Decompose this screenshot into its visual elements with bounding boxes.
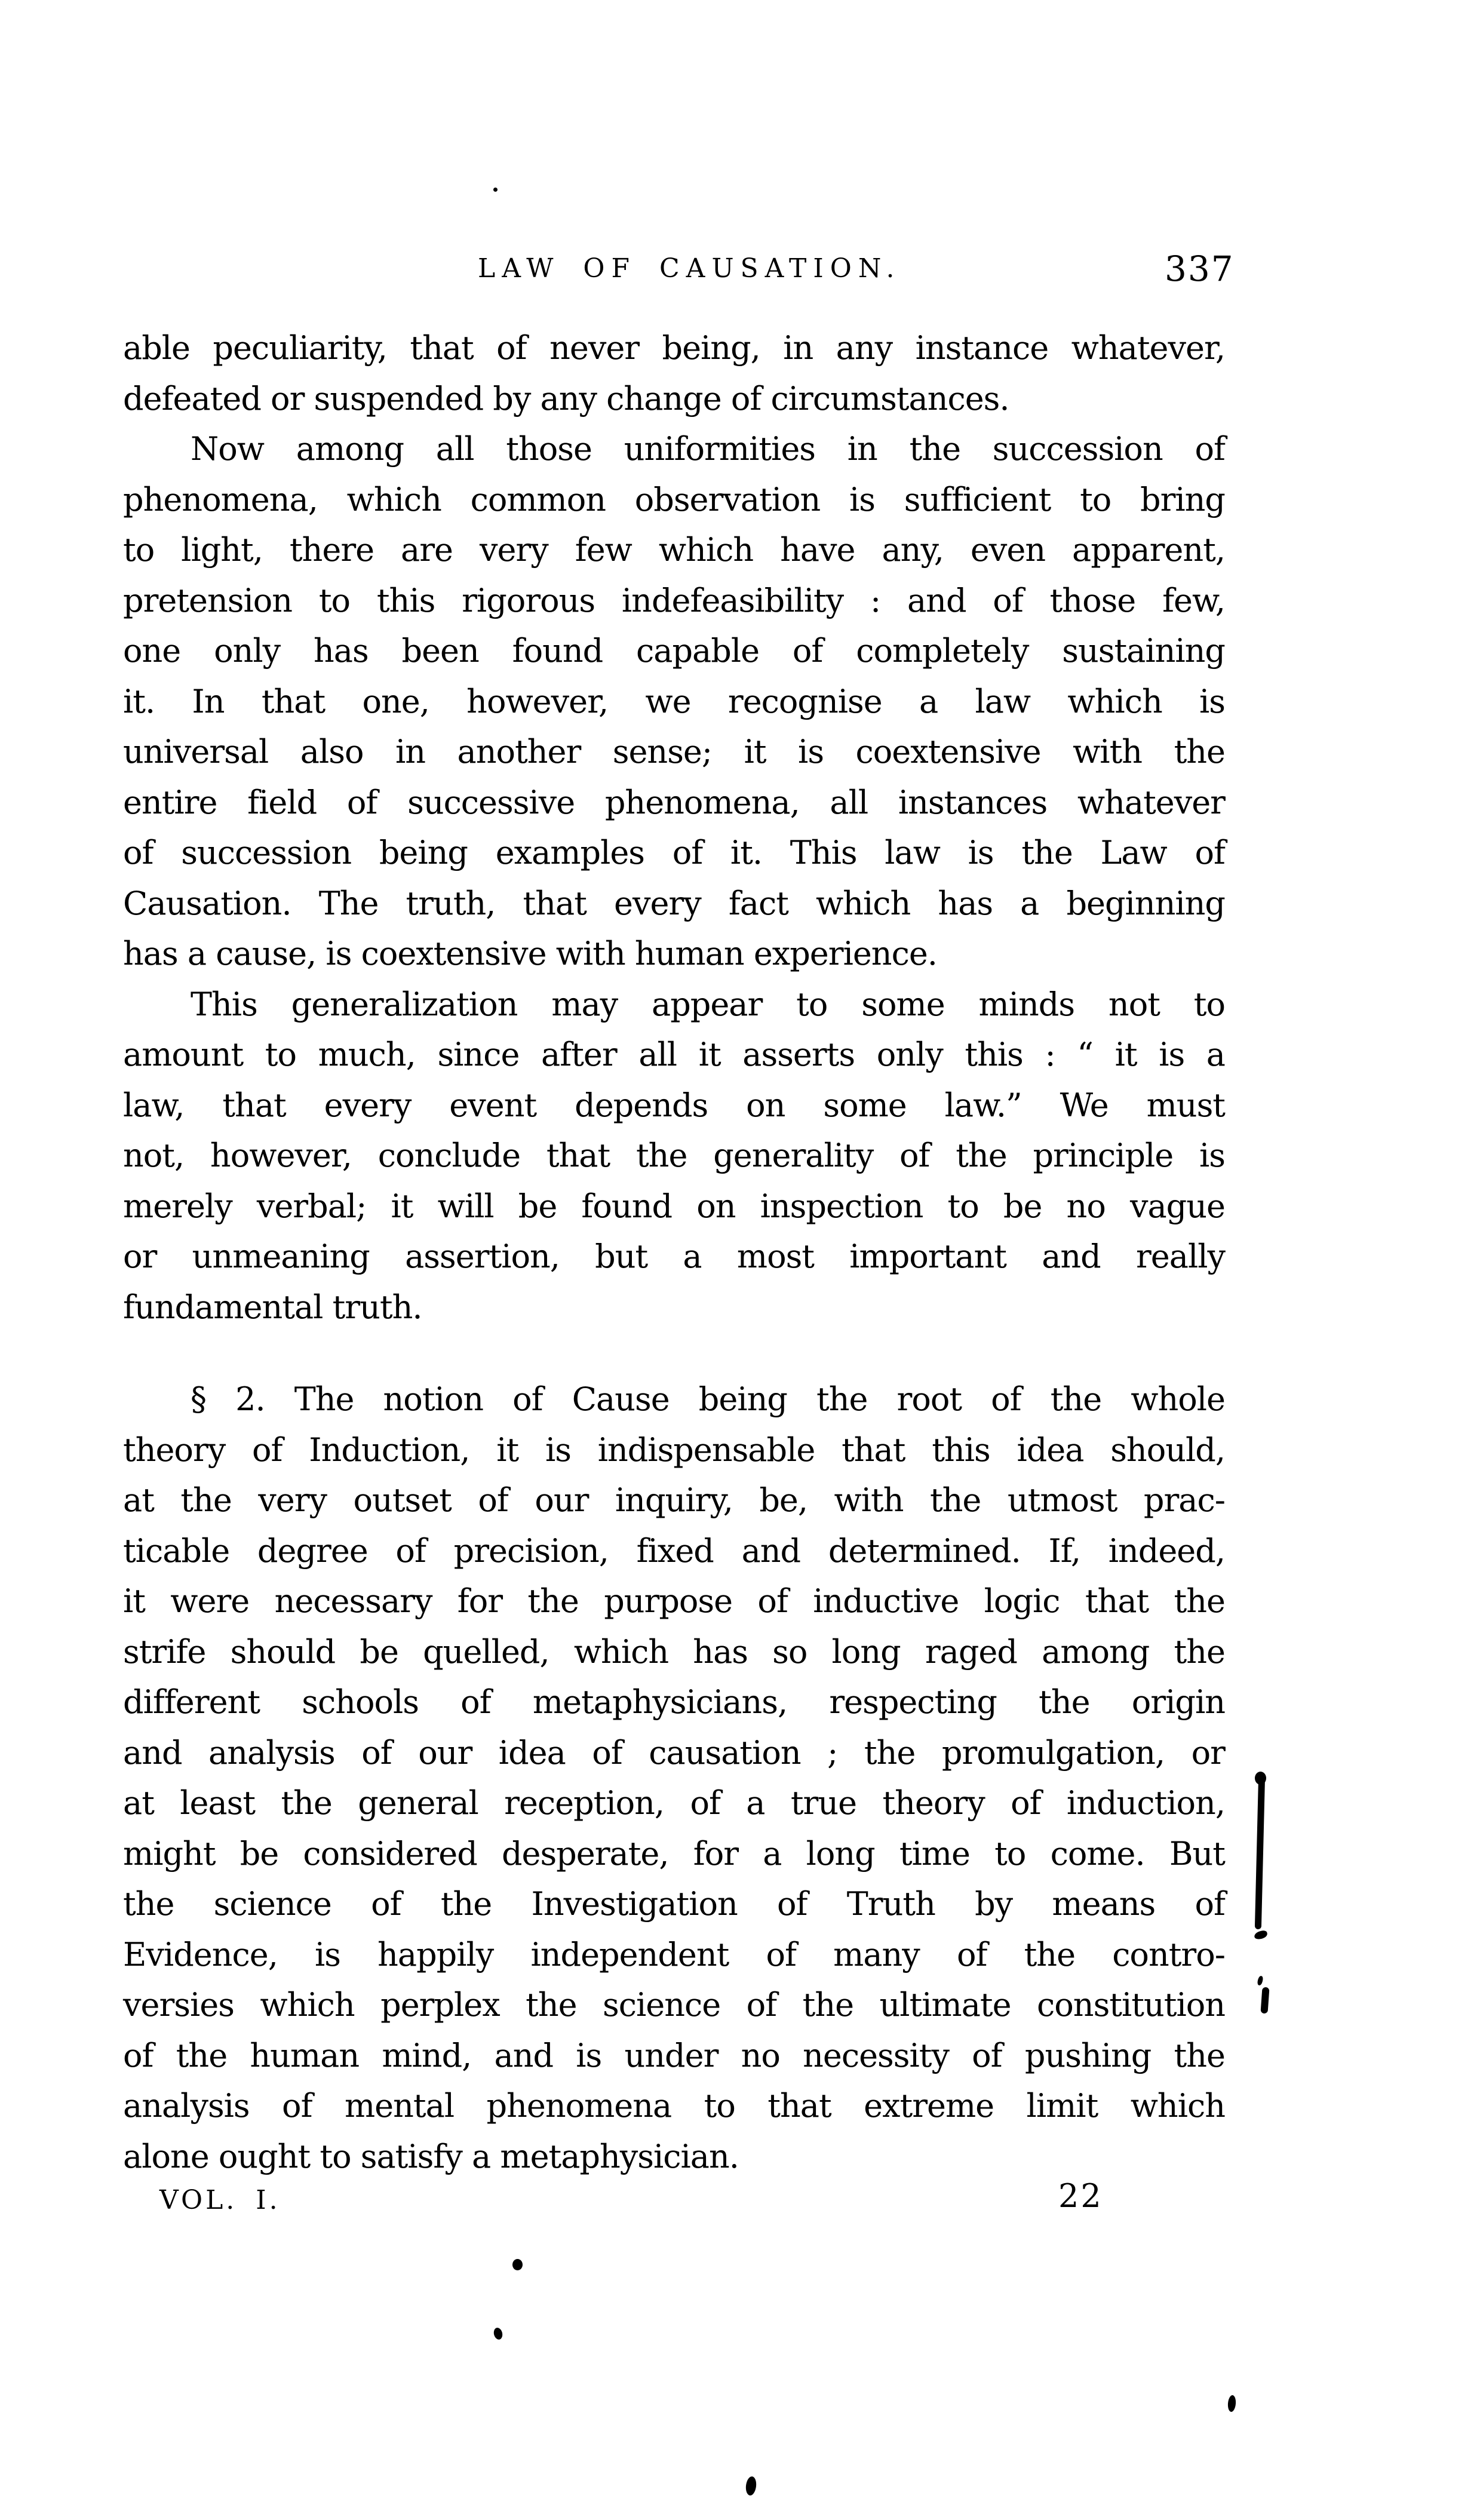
text-line: and analysis of our idea of causation ; the promulgation, or bbox=[123, 1733, 1225, 1772]
pen-mark-short-stroke bbox=[1260, 1987, 1269, 2014]
body-text bbox=[123, 323, 1225, 2182]
text-line: pretension to this rigorous indefeasibility : and of those few, bbox=[123, 581, 1225, 619]
text-line: amount to much, since after all it asserts only this : “ it is a bbox=[123, 1036, 1225, 1073]
text-line: This generalization may appear to some minds not to bbox=[191, 985, 1225, 1023]
text-line: merely verbal; it will be found on inspection to be no vague bbox=[123, 1187, 1225, 1225]
paragraph-continuation bbox=[123, 323, 1225, 424]
ink-speck bbox=[745, 2476, 757, 2496]
text-line: to light, there are very few which have any, even apparent, bbox=[123, 531, 1225, 569]
text-line: theory of Induction, it is indispensable that this idea should, bbox=[123, 1431, 1225, 1469]
text-line: of succession being examples of it. This law is the Law of bbox=[123, 834, 1225, 871]
paragraph-uniformities bbox=[123, 424, 1225, 980]
text-line: or unmeaning assertion, but a most important and really bbox=[123, 1238, 1225, 1275]
text-line: phenomena, which common observation is sufficient to bring bbox=[123, 480, 1225, 518]
signature-number: 22 bbox=[1058, 2177, 1103, 2215]
text-line: at least the general reception, of a true theory of induction, bbox=[123, 1784, 1225, 1822]
text-line: ticable degree of precision, fixed and determined. If, indeed, bbox=[123, 1531, 1225, 1570]
text-line: entire field of successive phenomena, all instances whatever bbox=[123, 783, 1225, 821]
text-line: has a cause, is coextensive with human experience. bbox=[123, 935, 937, 972]
pen-mark-squiggle bbox=[1254, 1930, 1268, 1940]
text-line: alone ought to satisfy a metaphysician. bbox=[123, 2137, 739, 2175]
text-line: it were necessary for the purpose of inductive logic that the bbox=[123, 1582, 1225, 1620]
paragraph-section-2 bbox=[123, 1374, 1225, 2182]
page-number: 337 bbox=[1165, 248, 1235, 289]
text-line: not, however, conclude that the generality of the principle is bbox=[123, 1137, 1225, 1174]
text-line: versies which perplex the science of the ultimate constitution bbox=[123, 1986, 1225, 2024]
running-title: LAW OF CAUSATION. bbox=[478, 253, 901, 284]
text-line: one only has been found capable of completely sustaining bbox=[123, 632, 1225, 670]
text-line: Evidence, is happily independent of many of the contro- bbox=[123, 1935, 1225, 1973]
ink-speck bbox=[512, 2259, 523, 2270]
text-line: of the human mind, and is under no necessity of pushing the bbox=[123, 2036, 1225, 2074]
text-line: Now among all those uniformities in the succession of bbox=[191, 430, 1225, 468]
volume-label: VOL. I. bbox=[159, 2185, 281, 2215]
text-line: the science of the Investigation of Truth by means of bbox=[123, 1885, 1225, 1923]
text-line: defeated or suspended by any change of circumstances. bbox=[123, 379, 1009, 418]
text-line: it. In that one, however, we recognise a law which is bbox=[123, 682, 1225, 720]
text-line: law, that every event depends on some law.” We must bbox=[123, 1086, 1225, 1124]
ink-speck bbox=[1227, 2395, 1236, 2412]
text-line: Causation. The truth, that every fact which has a beginning bbox=[123, 884, 1225, 922]
paragraph-generalization bbox=[123, 980, 1225, 1333]
text-line: § 2. The notion of Cause being the root of the whole bbox=[191, 1380, 1225, 1418]
text-line: strife should be quelled, which has so long raged among the bbox=[123, 1632, 1225, 1671]
pen-mark-vertical-line bbox=[1255, 1775, 1265, 1929]
ink-speck bbox=[493, 2327, 503, 2341]
text-line: universal also in another sense; it is coextensive with the bbox=[123, 733, 1225, 771]
text-line: able peculiarity, that of never being, in any instance whatever, bbox=[123, 329, 1225, 367]
text-line: might be considered desperate, for a long time to come. But bbox=[123, 1834, 1225, 1873]
text-line: different schools of metaphysicians, respecting the origin bbox=[123, 1683, 1225, 1721]
ink-speck bbox=[493, 188, 498, 192]
text-line: analysis of mental phenomena to that extreme limit which bbox=[123, 2087, 1225, 2125]
text-line: at the very outset of our inquiry, be, with the utmost prac- bbox=[123, 1481, 1225, 1519]
pen-mark-tick bbox=[1257, 1975, 1264, 1985]
text-line: fundamental truth. bbox=[123, 1288, 422, 1326]
